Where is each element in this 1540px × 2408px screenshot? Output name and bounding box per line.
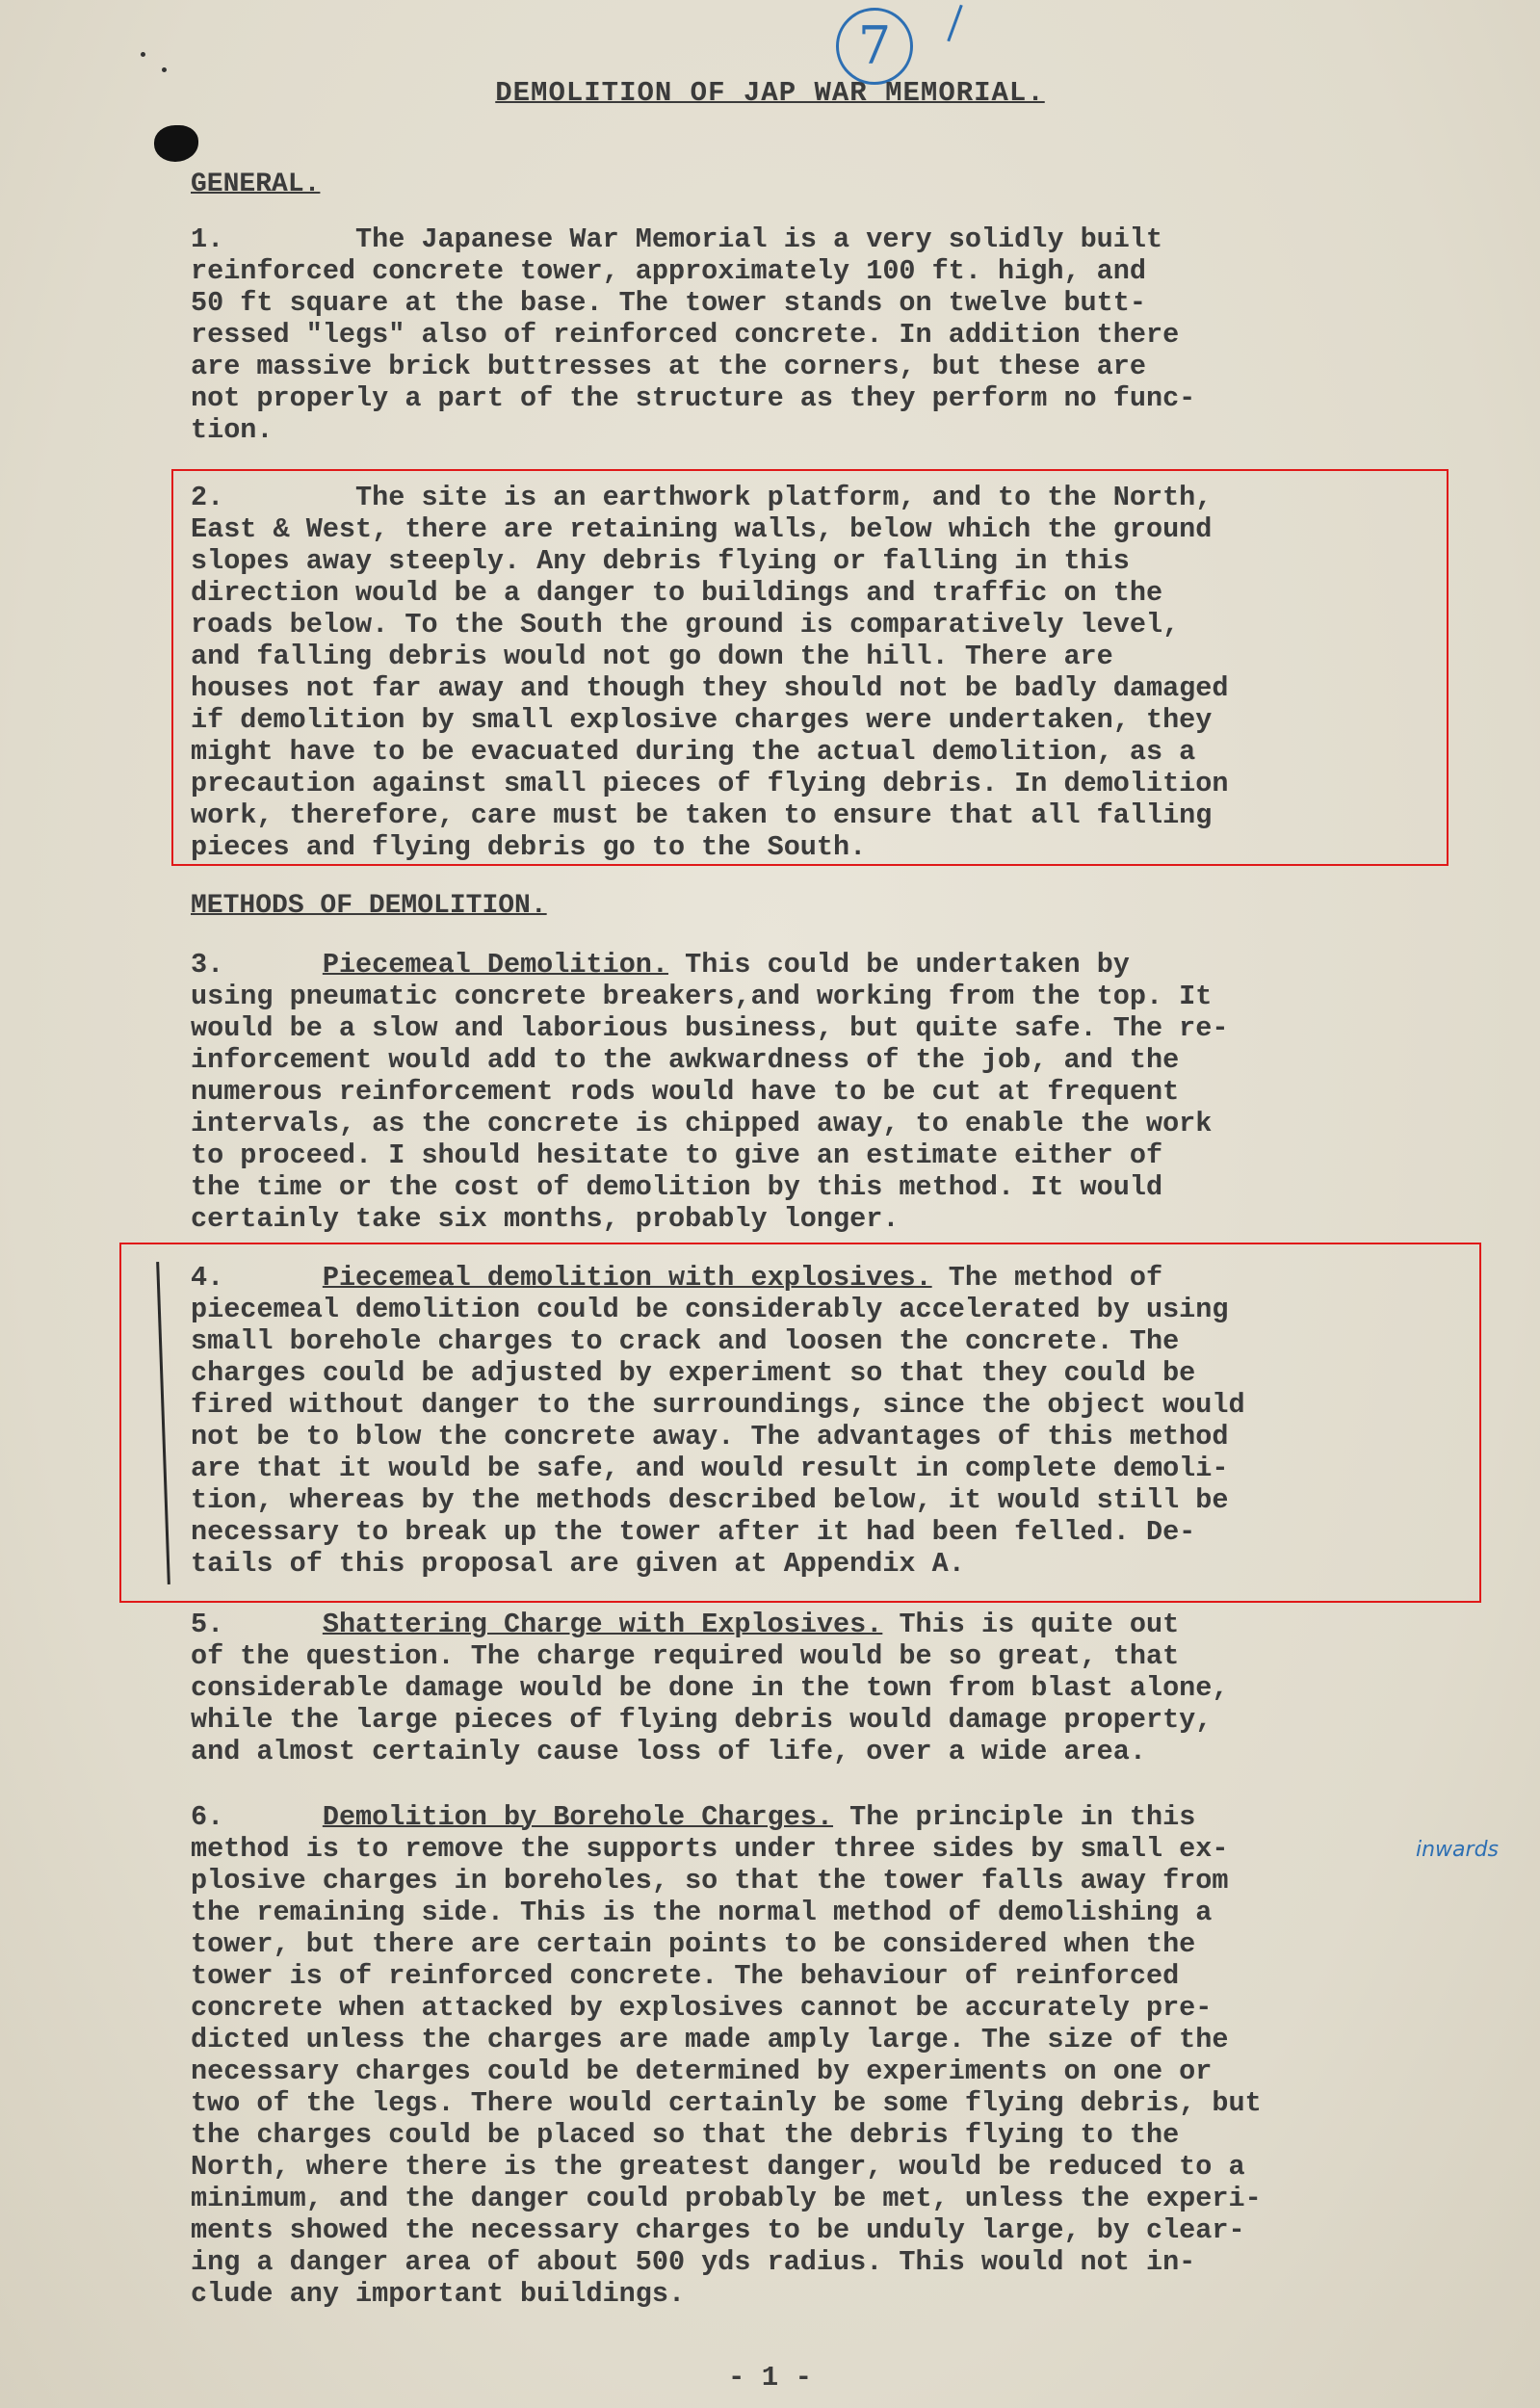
ink-blot	[154, 125, 198, 162]
handwritten-annotation: inwards	[1416, 1838, 1500, 1862]
section-heading-methods: METHODS OF DEMOLITION.	[191, 891, 547, 921]
paragraph-6	[191, 1801, 1443, 2310]
ink-speck	[141, 52, 145, 57]
paragraph-body: The principle in this method is to remove the supports under three sides by small ex- plosive charges in boreholes, so that the tower falls away from the remaining side. This is the normal method of demolishing a tower, but there are certain points to be considered when the tower is of reinforced concrete. The behaviour of reinforced concrete when attacked by explosives cannot be accurately pre- dicted unless the charges are made amply large. The size of the necessary charges could be determined by experiments on one or two of the legs. There would certainly be some flying debris, but the charges could be placed so that the debris flying to the North, where there is the greatest danger, would be reduced to a minimum, and the danger could probably be met, unless the experi- ments showed the necessary charges to be unduly large, by clear- ing a danger area of about 500 yds radius. This would not in- clude any important buildings.	[191, 1801, 1262, 2310]
paragraph-4	[191, 1262, 1443, 1580]
paragraph-number: 2.	[191, 482, 224, 513]
paragraph-body: The method of piecemeal demolition could be considerably accelerated by using small borehole charges to crack and loosen the concrete. The charges could be adjusted by experiment so that they could be fired without danger to the surroundings, since the object would not be to blow the concrete away. The advantages of this method are that it would be safe, and would result in complete demoli- tion, whereas by the methods described below, it would still be necessary to break up the tower after it had been felled. De- tails of this proposal are given at Appendix A.	[191, 1262, 1245, 1580]
paragraph-title: Demolition by Borehole Charges.	[322, 1801, 834, 1833]
paragraph-number: 6.	[191, 1801, 224, 1833]
paragraph-body: The Japanese War Memorial is a very solidly built reinforced concrete tower, approximately 100 ft. high, and 50 ft square at the base. The tower stands on twelve butt- ressed "legs" also of reinforced concrete. In addition there are massive brick buttresses at the corners, but these are not properly a part of the structure as they perform no func- tion.	[191, 223, 1196, 446]
page-number: - 1 -	[727, 2362, 812, 2394]
folio-tick-mark	[947, 5, 962, 42]
paragraph-number: 5.	[191, 1609, 224, 1640]
paragraph-number: 1.	[191, 223, 224, 255]
paragraph-1	[191, 223, 1443, 446]
paragraph-5	[191, 1609, 1443, 1767]
paragraph-title: Shattering Charge with Explosives.	[322, 1609, 883, 1640]
paragraph-body: This is quite out of the question. The charge required would be so great, that considerable damage would be done in the town from blast alone, while the large pieces of flying debris would damage property, and almost certainly cause loss of life, over a wide area.	[191, 1609, 1229, 1767]
paragraph-2	[191, 482, 1443, 863]
paragraph-number: 3.	[191, 949, 224, 981]
folio-number: 7	[836, 8, 913, 85]
document-title: DEMOLITION OF JAP WAR MEMORIAL.	[495, 77, 1045, 109]
paragraph-body: This could be undertaken by using pneumatic concrete breakers,and working from the top. It would be a slow and laborious business, but quite safe. The re- inforcement would add to the awkwardness of the job, and the numerous reinforcement rods would have to be cut at frequent intervals, as the concrete is chipped away, to enable the work to proceed. I should hesitate to give an estimate either of the time or the cost of demolition by this method. It would certainly take six months, probably longer.	[191, 949, 1229, 1235]
paragraph-body: The site is an earthwork platform, and to the North, East & West, there are retaining walls, below which the ground slopes away steeply. Any debris flying or falling in this direction would be a danger to buildings and traffic on the roads below. To the South the ground is comparatively level, and falling debris would not go down the hill. There are houses not far away and though they should not be badly damaged if demolition by small explosive charges were undertaken, they might have to be evacuated during the actual demolition, as a precaution against small pieces of flying debris. In demolition work, therefore, care must be taken to ensure that all falling pieces and flying debris go to the South.	[191, 482, 1229, 863]
section-heading-general: GENERAL.	[191, 170, 321, 199]
paragraph-3	[191, 949, 1443, 1235]
ink-speck	[162, 67, 167, 72]
paragraph-number: 4.	[191, 1262, 224, 1294]
paragraph-title: Piecemeal Demolition.	[322, 949, 669, 981]
paragraph-title: Piecemeal demolition with explosives.	[322, 1262, 932, 1294]
